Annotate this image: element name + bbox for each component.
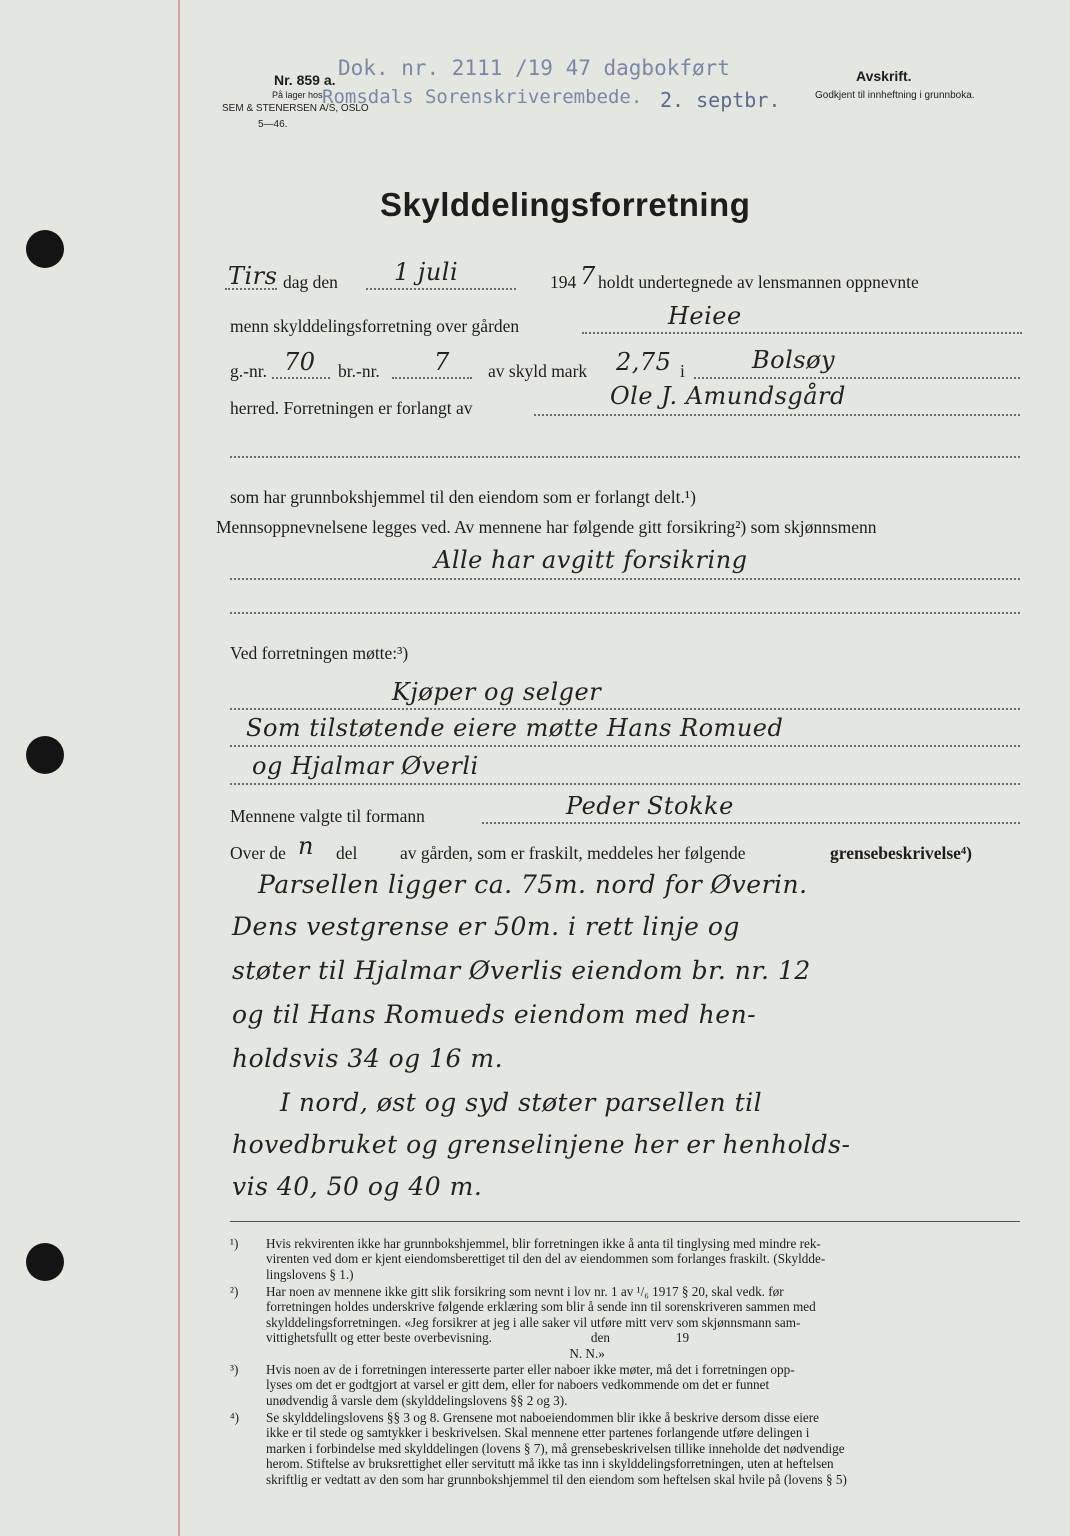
avskrift-label: Avskrift. bbox=[856, 68, 912, 84]
hand-skyld: 2,75 bbox=[616, 348, 672, 376]
label-i: i bbox=[680, 361, 685, 381]
hand-date: 1 juli bbox=[394, 258, 459, 286]
label-grunnbokshjemmel: som har grunnbokshjemmel til den eiendom som er forlangt delt.¹) bbox=[230, 487, 696, 507]
fill-line bbox=[230, 612, 1020, 614]
fill-line bbox=[366, 288, 516, 290]
desc-line-8: vis 40, 50 og 40 m. bbox=[232, 1172, 483, 1201]
desc-line-6: I nord, øst og syd støter parsellen til bbox=[280, 1088, 763, 1117]
fill-line bbox=[694, 377, 1020, 379]
hand-attendees-1: Kjøper og selger bbox=[392, 678, 602, 706]
label-forlangt-av: herred. Forretningen er forlangt av bbox=[230, 398, 473, 418]
fill-line bbox=[482, 822, 1020, 824]
desc-line-4: og til Hans Romueds eiendom med hen- bbox=[232, 1000, 757, 1029]
footnote-2 bbox=[230, 1284, 1030, 1364]
punch-hole-middle bbox=[26, 736, 64, 774]
fill-line bbox=[230, 456, 1020, 458]
fill-line bbox=[392, 377, 472, 379]
label-dag-den: dag den bbox=[283, 272, 338, 292]
footnote-4 bbox=[230, 1410, 1030, 1490]
fill-line bbox=[230, 578, 1020, 580]
form-number: Nr. 859 a. bbox=[274, 72, 336, 88]
footnote-line: skriftlig er vedtatt av den som har grunnbokshjemmel til den eiendom som heftelsen skal hvile på (lovens § 5) bbox=[266, 1471, 847, 1487]
footnote-line: N. N.» bbox=[266, 1345, 605, 1361]
punch-hole-bottom bbox=[26, 1243, 64, 1281]
footnote-line: lyses om det er godtgjort at varsel er gitt dem, eller for naboers vedkommende om det er funnet bbox=[266, 1377, 770, 1393]
label-mennsoppnevnelsene: Mennsoppnevnelsene legges ved. Av mennene har følgende gitt forsikring²) som skjønnsmenn bbox=[216, 517, 877, 537]
label-holdt: holdt undertegnede av lensmannen oppnevnte bbox=[598, 272, 919, 292]
footnote-separator bbox=[230, 1221, 1020, 1222]
hand-requester: Ole J. Amundsgård bbox=[610, 382, 846, 410]
sorenskriver-stamp: Romsdals Sorenskriverembede. bbox=[322, 86, 643, 108]
hand-formann: Peder Stokke bbox=[566, 792, 734, 820]
desc-line-5: holdsvis 34 og 16 m. bbox=[232, 1044, 504, 1073]
hand-forsikring: Alle har avgitt forsikring bbox=[434, 546, 748, 574]
hand-brnr: 7 bbox=[434, 348, 450, 376]
footnote-3 bbox=[230, 1362, 1030, 1412]
hand-weekday: Tirs bbox=[228, 262, 278, 290]
fill-line bbox=[230, 783, 1020, 785]
label-fraskilt: av gården, som er fraskilt, meddeles her følgende bbox=[400, 843, 746, 863]
footnote-number: ³) bbox=[230, 1362, 239, 1377]
label-brnr: br.-nr. bbox=[338, 361, 380, 381]
hand-year: 7 bbox=[580, 262, 596, 290]
label-del: del bbox=[336, 843, 358, 863]
label-skyld-mark: av skyld mark bbox=[488, 361, 588, 381]
footnote-number: ⁴) bbox=[230, 1410, 239, 1425]
label-year-printed: 194 bbox=[550, 272, 577, 292]
fill-line bbox=[534, 414, 1020, 416]
hand-attendees-2: Som tilstøtende eiere møtte Hans Romued bbox=[246, 714, 784, 742]
footnote-line: vittighetsfullt og etter beste overbevisning. den 19 bbox=[266, 1330, 690, 1346]
printer-line-1: På lager hos bbox=[272, 90, 323, 100]
footnote-line: forretningen holdes underskrive følgende erklæring som blir å sende inn til sorenskriveren sammen med bbox=[266, 1299, 816, 1315]
label-formann: Mennene valgte til formann bbox=[230, 806, 425, 826]
label-grensebeskrivelse bbox=[830, 843, 972, 864]
desc-line-1: Parsellen ligger ca. 75m. nord for Øverin. bbox=[258, 870, 808, 899]
stamp-date: 2. septbr. bbox=[660, 88, 781, 112]
fill-line bbox=[230, 745, 1020, 747]
footnote-ref-4: ⁴) bbox=[960, 843, 972, 863]
label-gnr: g.-nr. bbox=[230, 361, 267, 381]
footnote-number: ²) bbox=[230, 1284, 239, 1299]
footnote-line: Har noen av mennene ikke gitt slik forsikring som nevnt i lov nr. 1 av ¹/₆ 1917 § 20, skal vedk. før bbox=[266, 1284, 784, 1299]
label-motte: Ved forretningen møtte:³) bbox=[230, 643, 409, 663]
fill-line bbox=[582, 332, 1022, 334]
fill-line bbox=[230, 708, 1020, 710]
desc-line-7: hovedbruket og grenselinjene her er henholds- bbox=[232, 1130, 851, 1159]
desc-line-3: støter til Hjalmar Øverlis eiendom br. nr. 12 bbox=[232, 956, 811, 985]
footnote-line: Se skylddelingslovens §§ 3 og 8. Grensene mot naboeiendommen blir ikke å beskrive dersom disse eiere bbox=[266, 1410, 820, 1425]
footnote-line: herom. Stiftelse av bruksrettighet eller servitutt må ikke tas inn i skylddelingsforretningen, uten at heftelsen bbox=[266, 1456, 834, 1472]
hand-ending-n: n bbox=[298, 832, 314, 860]
hand-gnr: 70 bbox=[284, 348, 316, 376]
avskrift-note: Godkjent til innheftning i grunnboka. bbox=[815, 90, 975, 101]
hand-attendees-3: og Hjalmar Øverli bbox=[252, 752, 479, 780]
fill-line bbox=[272, 377, 330, 379]
printer-line-3: 5—46. bbox=[258, 119, 288, 130]
hand-farm-name: Heiee bbox=[668, 302, 742, 330]
footnote-line: lingslovens § 1.) bbox=[266, 1266, 354, 1282]
footnote-line: skylddelingsforretningen. «Jeg forsikrer at jeg i alle saker vil utføre mitt verv som skjønnsmann sam- bbox=[266, 1314, 801, 1330]
document-title: Skylddelingsforretning bbox=[380, 186, 751, 223]
footnote-1 bbox=[230, 1236, 1030, 1286]
hand-herred: Bolsøy bbox=[752, 346, 836, 374]
footnote-line: virenten ved dom er kjent eiendomsberettiget til den del av eiendommen som forlanges fraskilt. (Skyldde- bbox=[266, 1251, 826, 1267]
printer-line-2: SEM & STENERSEN A/S, OSLO bbox=[222, 103, 369, 114]
footnote-number: ¹) bbox=[230, 1236, 239, 1251]
footnote-line: ikke er til stede og samtykker i beskrivelsen. Skal mennene etter partenes forlangende utføre delingen i bbox=[266, 1425, 810, 1441]
red-margin-line bbox=[178, 0, 180, 1536]
footnote-line: marken i forbindelse med skylddelingen (lovens § 7), må grensebeskrivelsen tillike inneholde det nødvendige bbox=[266, 1440, 845, 1456]
grensebeskrivelse-word: grensebeskrivelse bbox=[830, 843, 961, 863]
footnote-line: Hvis rekvirenten ikke har grunnbokshjemmel, blir forretningen ikke å anta til tinglysing med mindre rek- bbox=[266, 1236, 821, 1251]
footnote-line: unødvendig å varsle dem (skylddelingslovens §§ 2 og 3). bbox=[266, 1392, 568, 1408]
dagbok-stamp: Dok. nr. 2111 /19 47 dagbokført bbox=[338, 56, 730, 80]
desc-line-2: Dens vestgrense er 50m. i rett linje og bbox=[232, 912, 740, 941]
fill-line bbox=[225, 288, 277, 290]
label-over-de: Over de bbox=[230, 843, 286, 863]
footnote-line: Hvis noen av de i forretningen interesserte parter eller naboer ikke møter, må det i forretningen opp- bbox=[266, 1362, 795, 1377]
label-over-garden: menn skylddelingsforretning over gården bbox=[230, 316, 520, 336]
punch-hole-top bbox=[26, 230, 64, 268]
